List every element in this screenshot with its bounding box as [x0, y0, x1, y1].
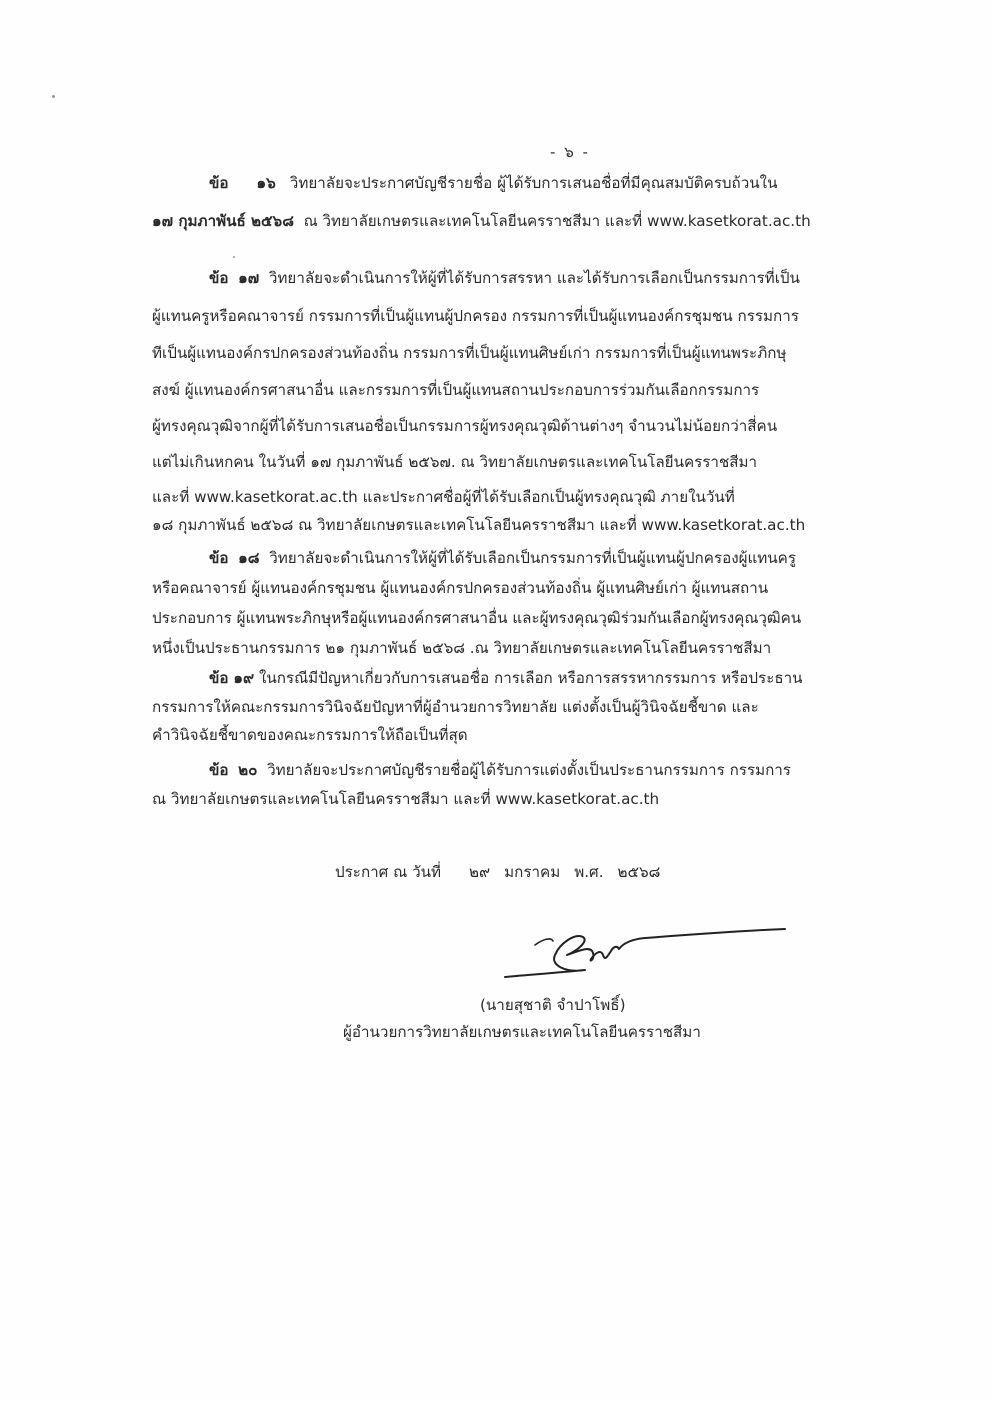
clause-text: วิทยาลัยจะดำเนินการให้ผู้ที่ได้รับเลือกเป็นกรรมการที่เป็นผู้แทนผู้ปกครองผู้แทนครู	[269, 549, 797, 567]
clause-17-line-3: ทีเป็นผู้แทนองค์กรปกครองส่วนท้องถิ่น กรรมการที่เป็นผู้แทนศิษย์เก่า กรรมการที่เป็นผู้แทนพระภิกษุ	[152, 344, 787, 362]
clause-16-line-1	[209, 173, 777, 193]
announcement-date	[335, 862, 660, 882]
clause-label: ข้อ	[209, 174, 229, 192]
clause-18-line-2: หรือคณาจารย์ ผู้แทนองค์กรชุมชน ผู้แทนองค์กรปกครองส่วนท้องถิ่น ผู้แทนศิษย์เก่า ผู้แทนสถาน	[152, 579, 769, 597]
announce-day: ๒๙	[469, 863, 491, 881]
signer-name: (นายสุชาติ จำปาโพธิ์)	[480, 996, 626, 1014]
clause-20-line-2: ณ วิทยาลัยเกษตรและเทคโนโลยีนครราชสีมา และที่ www.kasetkorat.ac.th	[152, 790, 660, 808]
clause-number: ๑๘	[238, 549, 260, 567]
clause-label: ข้อ	[209, 669, 229, 687]
scan-speck	[233, 256, 235, 258]
announce-era: พ.ศ.	[574, 863, 604, 881]
clause-17-line-6: แต่ไม่เกินหกคน ในวันที่ ๑๗ กุมภาพันธ์ ๒๕๖๗. ณ วิทยาลัยเกษตรและเทคโนโลยีนครราชสีมา	[152, 453, 758, 471]
clause-18-line-4: หนึ่งเป็นประธานกรรมการ ๒๑ กุมภาพันธ์ ๒๕๖๘ .ณ วิทยาลัยเกษตรและเทคโนโลยีนครราชสีมา	[152, 639, 772, 657]
signer-title: ผู้อำนวยการวิทยาลัยเกษตรและเทคโนโลยีนครราชสีมา	[343, 1023, 701, 1041]
clause-17-line-7: และที่ www.kasetkorat.ac.th และประกาศชื่อผู้ที่ได้รับเลือกเป็นผู้ทรงคุณวุฒิ ภายในวันที่	[152, 488, 735, 506]
clause-17-line-2: ผู้แทนครูหรือคณาจารย์ กรรมการที่เป็นผู้แทนผู้ปกครอง กรรมการที่เป็นผู้แทนองค์กรชุมชน กรรมการ	[152, 307, 799, 325]
clause-18-line-3: ประกอบการ ผู้แทนพระภิกษุหรือผู้แทนองค์กรศาสนาอื่น และผู้ทรงคุณวุฒิร่วมกันเลือกผู้ทรงคุณวุฒิคน	[152, 609, 802, 627]
clause-17-line-4: สงฆ์ ผู้แทนองค์กรศาสนาอื่น และกรรมการที่เป็นผู้แทนสถานประกอบการร่วมกันเลือกกรรมการ	[152, 381, 760, 399]
clause-label: ข้อ	[209, 269, 229, 287]
clause-number: ๒๐	[238, 761, 258, 779]
clause-17-line-5: ผู้ทรงคุณวุฒิจากผู้ที่ได้รับการเสนอชื่อเป็นกรรมการผู้ทรงคุณวุฒิด้านต่างๆ จำนวนไม่น้อยกว่าสี่คน	[152, 417, 778, 435]
clause-date: ๑๗ กุมภาพันธ์ ๒๕๖๘	[152, 212, 294, 230]
announce-prefix: ประกาศ ณ วันที่	[335, 863, 441, 881]
scan-speck	[52, 95, 55, 98]
clause-17-line-8: ๑๘ กุมภาพันธ์ ๒๕๖๘ ณ วิทยาลัยเกษตรและเทคโนโลยีนครราชสีมา และที่ www.kasetkorat.ac.th	[152, 516, 806, 534]
clause-label: ข้อ	[209, 761, 229, 779]
clause-number: ๑๖	[256, 174, 276, 192]
announce-year: ๒๕๖๘	[617, 863, 661, 881]
clause-19-line-3: คำวินิจฉัยชี้ขาดของคณะกรรมการให้ถือเป็นที่สุด	[152, 726, 468, 744]
clause-text: วิทยาลัยจะประกาศบัญชีรายชื่อ ผู้ได้รับการเสนอชื่อที่มีคุณสมบัติครบถ้วนใน	[289, 174, 778, 192]
clause-number: ๑๙	[233, 669, 255, 687]
handwritten-signature	[495, 915, 795, 995]
clause-19-line-2: กรรมการให้คณะกรรมการวินิจฉัยปัญหาที่ผู้อำนวยการวิทยาลัย แต่งตั้งเป็นผู้วินิจฉัยชี้ขาด และ	[152, 698, 759, 716]
clause-text: วิทยาลัยจะประกาศบัญชีรายชื่อผู้ได้รับการแต่งตั้งเป็นประธานกรรมการ กรรมการ	[267, 761, 791, 779]
announce-month: มกราคม	[504, 863, 561, 881]
clause-text: วิทยาลัยจะดำเนินการให้ผู้ที่ได้รับการสรรหา และได้รับการเลือกเป็นกรรมการที่เป็น	[268, 269, 800, 287]
clause-text: ในกรณีมีปัญหาเกี่ยวกับการเสนอชื่อ การเลือก หรือการสรรหากรรมการ หรือประธาน	[258, 669, 803, 687]
clause-16-line-2	[152, 211, 811, 231]
page-number: - ๖ -	[550, 143, 590, 161]
clause-18-line-1	[209, 548, 796, 568]
clause-label: ข้อ	[209, 549, 229, 567]
clause-20-line-1	[209, 760, 791, 780]
clause-text: ณ วิทยาลัยเกษตรและเทคโนโลยีนครราชสีมา และที่ www.kasetkorat.ac.th	[303, 212, 811, 230]
clause-17-line-1	[209, 268, 800, 288]
clause-19-line-1	[209, 668, 803, 688]
clause-number: ๑๗	[238, 269, 260, 287]
